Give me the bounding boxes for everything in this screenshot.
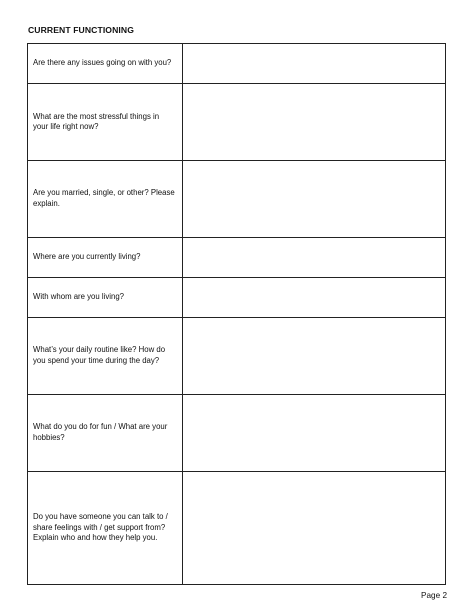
answer-box[interactable] (183, 394, 446, 471)
table-row (28, 84, 446, 161)
answer-box[interactable] (183, 317, 446, 394)
question-label: What do you do for fun / What are your hobbies? (28, 394, 183, 471)
answer-box[interactable] (183, 277, 446, 317)
questionnaire-table (27, 43, 446, 585)
question-label: Are you married, single, or other? Please explain. (28, 160, 183, 237)
question-label: With whom are you living? (28, 277, 183, 317)
table-row (28, 394, 446, 471)
question-label: Are there any issues going on with you? (28, 44, 183, 84)
table-row (28, 160, 446, 237)
table-row (28, 277, 446, 317)
table-row (28, 317, 446, 394)
table-row (28, 237, 446, 277)
page-title: CURRENT FUNCTIONING (28, 25, 134, 35)
question-label: What are the most stressful things in your life right now? (28, 84, 183, 161)
answer-box[interactable] (183, 44, 446, 84)
question-label: What’s your daily routine like? How do you spend your time during the day? (28, 317, 183, 394)
answer-box[interactable] (183, 237, 446, 277)
answer-box[interactable] (183, 84, 446, 161)
page-number: Page 2 (421, 591, 447, 600)
table-row (28, 471, 446, 585)
answer-box[interactable] (183, 160, 446, 237)
answer-box[interactable] (183, 471, 446, 585)
question-label: Do you have someone you can talk to / share feelings with / get support from? Explain who and how they help you. (28, 471, 183, 585)
table-row (28, 44, 446, 84)
question-label: Where are you currently living? (28, 237, 183, 277)
